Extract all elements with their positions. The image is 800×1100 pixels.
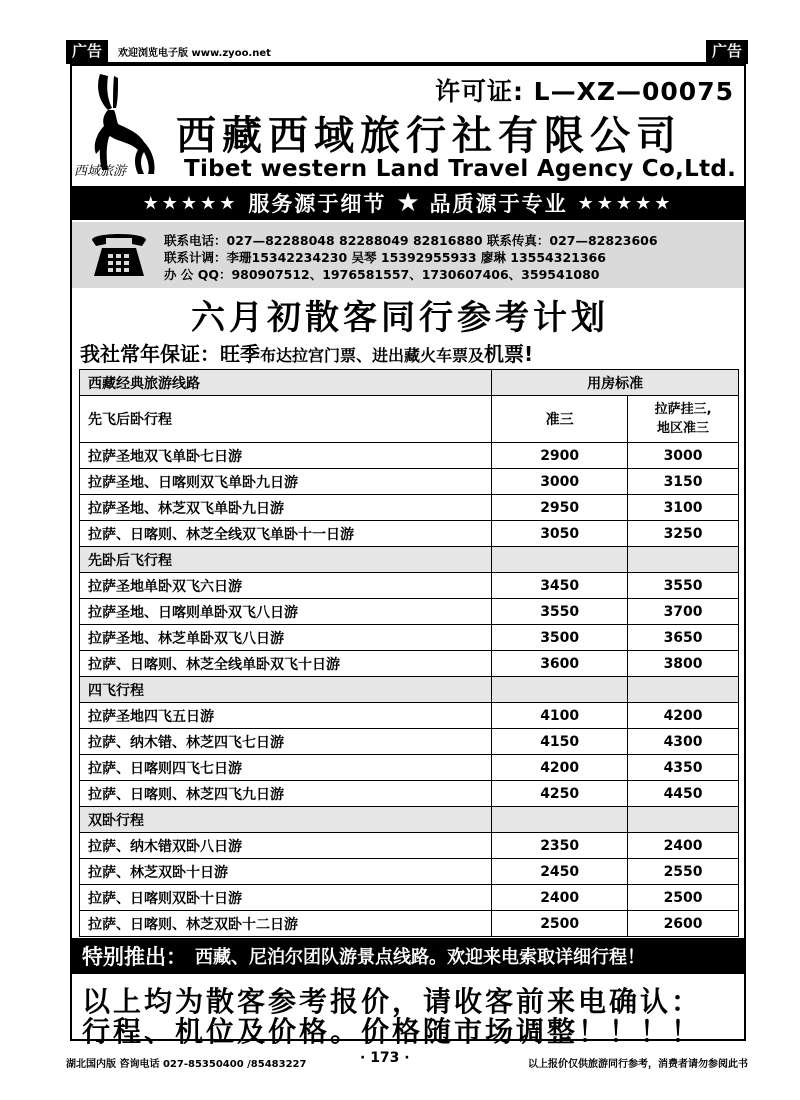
col-header-b xyxy=(628,396,739,443)
footer-right: 以上报价仅供旅游同行参考，消费者请勿参阅此书 xyxy=(528,1059,748,1070)
section-label: 双卧行程 xyxy=(80,807,492,833)
price-standard-cell: 3050 xyxy=(492,521,628,547)
table-row[interactable] xyxy=(80,703,739,729)
table-row[interactable] xyxy=(80,781,739,807)
price-standard-cell: 2500 xyxy=(492,911,628,937)
price-standard-cell: 2900 xyxy=(492,443,628,469)
price-standard-cell: 4150 xyxy=(492,729,628,755)
section-label: 四飞行程 xyxy=(80,677,492,703)
price-standard-cell: 2350 xyxy=(492,833,628,859)
guarantee-c: 及 xyxy=(468,346,485,365)
route-cell: 拉萨、日喀则双卧十日游 xyxy=(80,885,492,911)
ad-tag-left: 广告 xyxy=(66,40,108,62)
slogan-bar xyxy=(72,186,744,220)
route-cell: 拉萨、日喀则、林芝双卧十二日游 xyxy=(80,911,492,937)
contact-phones[interactable]: 联系电话：027—82288048 82288049 82816880 联系传真：027—82823606 xyxy=(164,233,658,248)
price-upgrade-cell: 4450 xyxy=(628,781,739,807)
price-standard-cell: 3550 xyxy=(492,599,628,625)
company-name-cn: 西藏西域旅行社有限公司 xyxy=(176,112,682,159)
promo-bar xyxy=(72,938,744,974)
section-row xyxy=(80,677,739,703)
section-empty-cell xyxy=(492,807,628,833)
route-cell: 拉萨圣地四飞五日游 xyxy=(80,703,492,729)
section-empty-cell xyxy=(628,677,739,703)
price-upgrade-cell: 2500 xyxy=(628,885,739,911)
table-row[interactable] xyxy=(80,755,739,781)
col-header-a: 准三 xyxy=(492,396,628,443)
price-standard-cell: 4250 xyxy=(492,781,628,807)
company-name-en: Tibet western Land Travel Agency Co,Ltd. xyxy=(184,156,737,182)
table-row[interactable] xyxy=(80,729,739,755)
price-upgrade-cell: 3250 xyxy=(628,521,739,547)
table-row[interactable] xyxy=(80,651,739,677)
price-standard-cell: 3600 xyxy=(492,651,628,677)
price-upgrade-cell: 3150 xyxy=(628,469,739,495)
table-row[interactable] xyxy=(80,599,739,625)
license-number: 许可证: L—XZ—00075 xyxy=(434,77,734,106)
guarantee-a: 我社常年保证：旺季 xyxy=(80,342,260,366)
price-upgrade-cell: 4350 xyxy=(628,755,739,781)
price-upgrade-cell: 2400 xyxy=(628,833,739,859)
price-standard-cell: 2950 xyxy=(492,495,628,521)
note-line-2: 行程、机位及价格。价格随市场调整！！！！ xyxy=(82,1015,703,1048)
slogan-left: 服务源于细节 xyxy=(248,192,387,216)
table-row[interactable] xyxy=(80,859,739,885)
table-row[interactable] xyxy=(80,469,739,495)
col-header-b-line2: 地区准三 xyxy=(657,421,710,436)
route-cell: 拉萨、日喀则、林芝全线双飞单卧十一日游 xyxy=(80,521,492,547)
price-upgrade-cell: 3100 xyxy=(628,495,739,521)
price-upgrade-cell: 3800 xyxy=(628,651,739,677)
star-icons-right: ★★★★★ xyxy=(577,192,674,214)
guarantee-line xyxy=(80,338,533,367)
table-row[interactable] xyxy=(80,573,739,599)
contact-planners[interactable]: 联系计调：李珊15342234230 吴琴 15392955933 廖琳 13554321366 xyxy=(164,250,606,265)
telephone-icon xyxy=(88,226,150,280)
section-label: 先飞后卧行程 xyxy=(80,396,492,443)
route-cell: 拉萨圣地、日喀则单卧双飞八日游 xyxy=(80,599,492,625)
plan-title: 六月初散客同行参考计划 xyxy=(191,298,609,338)
route-cell: 拉萨、日喀则、林芝四飞九日游 xyxy=(80,781,492,807)
table-row[interactable] xyxy=(80,625,739,651)
section-label: 先卧后飞行程 xyxy=(80,547,492,573)
note-line-1: 以上均为散客参考报价，请收客前来电确认： xyxy=(82,985,703,1018)
welcome-url[interactable]: 欢迎浏览电子版 www.zyoo.net xyxy=(118,48,271,59)
page-number: · 173 · xyxy=(360,1050,410,1066)
route-cell: 拉萨圣地、林芝双飞单卧九日游 xyxy=(80,495,492,521)
price-standard-cell: 3450 xyxy=(492,573,628,599)
table-row[interactable] xyxy=(80,521,739,547)
contact-qq[interactable]: 办 公 QQ：980907512、1976581557、1730607406、359541080 xyxy=(164,267,600,282)
ad-tag-right: 广告 xyxy=(706,40,748,62)
route-cell: 拉萨圣地、林芝单卧双飞八日游 xyxy=(80,625,492,651)
price-table xyxy=(79,369,739,937)
route-cell: 拉萨、纳木错双卧八日游 xyxy=(80,833,492,859)
price-upgrade-cell: 3700 xyxy=(628,599,739,625)
section-row xyxy=(80,547,739,573)
slogan-right: 品质源于专业 xyxy=(429,192,568,216)
table-row[interactable] xyxy=(80,443,739,469)
price-standard-cell: 4100 xyxy=(492,703,628,729)
price-standard-cell: 2450 xyxy=(492,859,628,885)
header-standard: 用房标准 xyxy=(492,370,739,396)
section-empty-cell xyxy=(492,547,628,573)
route-cell: 拉萨、林芝双卧十日游 xyxy=(80,859,492,885)
table-row[interactable] xyxy=(80,885,739,911)
route-cell: 拉萨、日喀则、林芝全线单卧双飞十日游 xyxy=(80,651,492,677)
section-row xyxy=(80,807,739,833)
table-row[interactable] xyxy=(80,495,739,521)
section-empty-cell xyxy=(628,807,739,833)
section-empty-cell xyxy=(492,677,628,703)
route-cell: 拉萨、日喀则四飞七日游 xyxy=(80,755,492,781)
star-icons-left: ★★★★★ xyxy=(142,192,239,214)
table-row[interactable] xyxy=(80,833,739,859)
guarantee-b: 布达拉宫门票、进出藏火车票 xyxy=(260,346,469,365)
logo-text: 西域旅游 xyxy=(74,164,127,179)
price-upgrade-cell: 4200 xyxy=(628,703,739,729)
section-empty-cell xyxy=(628,547,739,573)
price-upgrade-cell: 2550 xyxy=(628,859,739,885)
price-upgrade-cell: 3000 xyxy=(628,443,739,469)
price-standard-cell: 2400 xyxy=(492,885,628,911)
table-row[interactable] xyxy=(80,911,739,937)
promo-text: 西藏、尼泊尔团队游景点线路。欢迎来电索取详细行程！ xyxy=(195,947,645,968)
route-cell: 拉萨、纳木错、林芝四飞七日游 xyxy=(80,729,492,755)
route-cell: 拉萨圣地、日喀则双飞单卧九日游 xyxy=(80,469,492,495)
price-upgrade-cell: 4300 xyxy=(628,729,739,755)
price-standard-cell: 4200 xyxy=(492,755,628,781)
price-upgrade-cell: 3650 xyxy=(628,625,739,651)
col-header-b-line1: 拉萨挂三, xyxy=(654,402,712,417)
guarantee-d: 机票 xyxy=(484,342,525,366)
route-cell: 拉萨圣地双飞单卧七日游 xyxy=(80,443,492,469)
price-upgrade-cell: 2600 xyxy=(628,911,739,937)
star-icon: ★ xyxy=(396,188,420,218)
footer-left: 湖北国内版 咨询电话 027-85350400 /85483227 xyxy=(66,1059,307,1070)
price-standard-cell: 3000 xyxy=(492,469,628,495)
promo-label: 特别推出： xyxy=(82,945,187,969)
price-standard-cell: 3500 xyxy=(492,625,628,651)
route-cell: 拉萨圣地单卧双飞六日游 xyxy=(80,573,492,599)
price-upgrade-cell: 3550 xyxy=(628,573,739,599)
guarantee-e: ! xyxy=(524,342,534,366)
header-route: 西藏经典旅游线路 xyxy=(80,370,492,396)
